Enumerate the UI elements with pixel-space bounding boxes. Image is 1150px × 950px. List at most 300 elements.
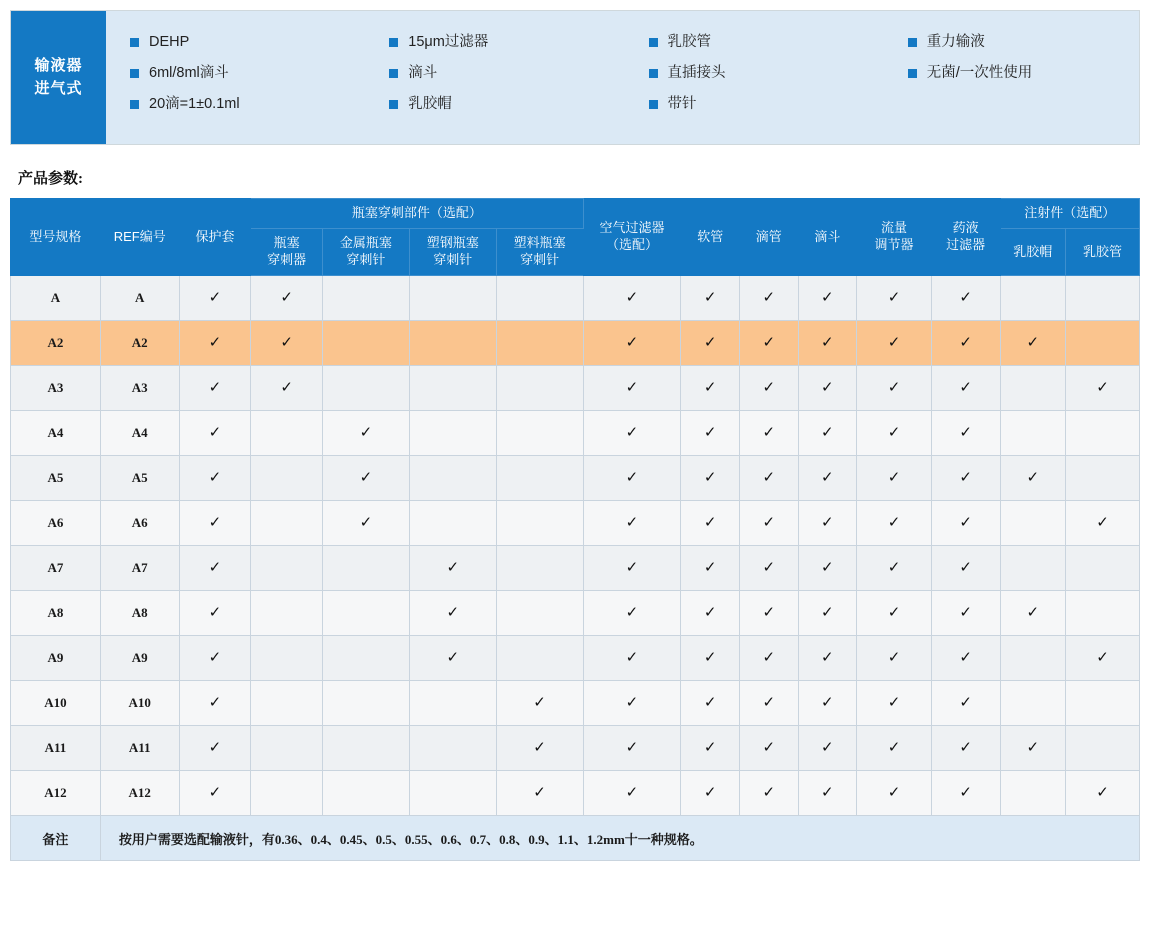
check-icon: ✓ <box>1096 784 1109 801</box>
cell-check <box>322 456 409 501</box>
check-icon: ✓ <box>1026 334 1040 351</box>
check-icon: ✓ <box>887 514 901 531</box>
cell-check <box>681 726 740 771</box>
cell-check <box>681 681 740 726</box>
cell-check <box>931 501 1000 546</box>
cell-check <box>496 591 583 636</box>
feature-label: 6ml/8ml滴斗 <box>149 65 229 82</box>
check-icon: ✓ <box>959 739 972 756</box>
check-icon: ✓ <box>446 649 460 666</box>
cell-check <box>798 636 857 681</box>
cell-model: A6 <box>11 501 101 546</box>
check-icon: ✓ <box>887 334 901 351</box>
header-bottle-piercer <box>251 229 323 276</box>
cell-check <box>1066 501 1140 546</box>
check-icon: ✓ <box>762 649 776 666</box>
cell-check <box>931 546 1000 591</box>
check-icon: ✓ <box>762 514 776 531</box>
cell-check <box>931 681 1000 726</box>
cell-check <box>409 411 496 456</box>
cell-check <box>322 726 409 771</box>
feature-label: 重力输液 <box>926 34 985 50</box>
square-bullet-icon <box>649 38 658 47</box>
check-icon: ✓ <box>887 649 901 666</box>
cell-check <box>931 456 1000 501</box>
check-icon: ✓ <box>625 694 639 711</box>
cell-check <box>583 636 681 681</box>
cell-check <box>322 501 409 546</box>
cell-check <box>1000 771 1066 816</box>
square-bullet-icon <box>649 100 658 109</box>
cell-check <box>179 681 251 726</box>
cell-check <box>1066 276 1140 321</box>
check-icon: ✓ <box>208 424 222 441</box>
check-icon: ✓ <box>762 424 776 441</box>
check-icon: ✓ <box>762 559 776 576</box>
banner-title-line-1: 输液器 <box>34 57 83 75</box>
header-air-filter <box>583 199 681 276</box>
cell-check <box>322 636 409 681</box>
check-icon: ✓ <box>625 739 639 756</box>
feature-column <box>880 33 1139 126</box>
check-icon: ✓ <box>703 514 717 531</box>
cell-model: A10 <box>11 681 101 726</box>
cell-check <box>179 411 251 456</box>
check-icon: ✓ <box>887 379 901 396</box>
cell-check <box>740 546 799 591</box>
header-ref: REF编号 <box>100 199 179 276</box>
cell-check <box>409 456 496 501</box>
cell-check <box>931 591 1000 636</box>
cell-check <box>798 321 857 366</box>
header-protector: 保护套 <box>179 199 251 276</box>
check-icon: ✓ <box>821 694 834 711</box>
cell-model: A8 <box>11 591 101 636</box>
check-icon: ✓ <box>359 469 373 486</box>
banner-title <box>11 11 106 144</box>
cell-check <box>857 501 932 546</box>
cell-check <box>496 681 583 726</box>
cell-check <box>798 501 857 546</box>
cell-check <box>1066 366 1140 411</box>
check-icon: ✓ <box>821 379 834 396</box>
cell-check <box>740 681 799 726</box>
check-icon: ✓ <box>821 649 834 666</box>
check-icon: ✓ <box>959 649 972 666</box>
cell-check <box>681 366 740 411</box>
cell-check <box>251 546 323 591</box>
check-icon: ✓ <box>703 694 717 711</box>
cell-check <box>322 366 409 411</box>
header-fluid-filter-line1: 药液 <box>952 220 979 236</box>
cell-check <box>857 546 932 591</box>
check-icon: ✓ <box>762 469 776 486</box>
cell-ref: A8 <box>100 591 179 636</box>
header-metal-needle-line1: 金属瓶塞 <box>339 235 392 251</box>
cell-check <box>496 501 583 546</box>
cell-check <box>409 591 496 636</box>
check-icon: ✓ <box>446 559 460 576</box>
cell-check <box>740 456 799 501</box>
cell-check <box>1066 411 1140 456</box>
cell-check <box>857 276 932 321</box>
cell-check <box>179 771 251 816</box>
check-icon: ✓ <box>887 784 901 801</box>
cell-check <box>857 771 932 816</box>
check-icon: ✓ <box>821 334 834 351</box>
cell-check <box>798 456 857 501</box>
cell-ref: A2 <box>100 321 179 366</box>
header-flow-regulator-line1: 流量 <box>880 220 907 236</box>
cell-check <box>1000 591 1066 636</box>
table-row <box>11 546 1140 591</box>
square-bullet-icon <box>130 69 139 78</box>
check-icon: ✓ <box>625 469 639 486</box>
square-bullet-icon <box>649 69 658 78</box>
cell-check <box>409 771 496 816</box>
feature-banner <box>10 10 1140 145</box>
cell-check <box>251 456 323 501</box>
feature-label: 乳胶管 <box>667 34 711 50</box>
cell-check <box>322 591 409 636</box>
check-icon: ✓ <box>533 784 546 801</box>
feature-item <box>130 33 361 51</box>
check-icon: ✓ <box>208 379 222 396</box>
feature-label: DEHP <box>149 34 190 50</box>
check-icon: ✓ <box>821 289 834 306</box>
cell-check <box>798 276 857 321</box>
cell-check <box>409 726 496 771</box>
cell-model: A2 <box>11 321 101 366</box>
check-icon: ✓ <box>959 559 972 576</box>
check-icon: ✓ <box>703 289 717 306</box>
cell-check <box>409 636 496 681</box>
cell-check <box>179 276 251 321</box>
cell-check <box>931 321 1000 366</box>
feature-item <box>908 33 1139 51</box>
check-icon: ✓ <box>703 739 717 756</box>
header-flow-regulator-line2: 调节器 <box>874 237 914 253</box>
header-flow-regulator <box>857 199 932 276</box>
cell-check <box>1000 321 1066 366</box>
cell-check <box>322 771 409 816</box>
cell-ref: A11 <box>100 726 179 771</box>
check-icon: ✓ <box>821 514 834 531</box>
check-icon: ✓ <box>280 289 293 306</box>
header-soft-tube: 软管 <box>681 199 740 276</box>
cell-check <box>583 366 681 411</box>
cell-ref: A6 <box>100 501 179 546</box>
check-icon: ✓ <box>821 604 834 621</box>
square-bullet-icon <box>389 69 398 78</box>
spec-table-container <box>10 198 1140 861</box>
check-icon: ✓ <box>762 334 776 351</box>
feature-item <box>389 95 620 113</box>
check-icon: ✓ <box>208 604 222 621</box>
cell-check <box>681 456 740 501</box>
check-icon: ✓ <box>762 604 776 621</box>
check-icon: ✓ <box>703 379 717 396</box>
cell-check <box>740 726 799 771</box>
cell-check <box>179 726 251 771</box>
feature-item <box>908 64 1139 82</box>
header-bottle-piercer-line2: 穿刺器 <box>267 252 307 268</box>
cell-check <box>496 276 583 321</box>
cell-check <box>857 591 932 636</box>
check-icon: ✓ <box>446 604 460 621</box>
cell-check <box>1000 366 1066 411</box>
table-row <box>11 321 1140 366</box>
cell-check <box>409 321 496 366</box>
cell-ref: A4 <box>100 411 179 456</box>
cell-check <box>857 726 932 771</box>
cell-check <box>496 546 583 591</box>
cell-check <box>798 411 857 456</box>
header-latex-tube: 乳胶管 <box>1066 229 1140 276</box>
cell-check <box>740 591 799 636</box>
check-icon: ✓ <box>762 289 776 306</box>
cell-check <box>179 456 251 501</box>
check-icon: ✓ <box>959 424 972 441</box>
check-icon: ✓ <box>208 739 222 756</box>
check-icon: ✓ <box>821 469 834 486</box>
cell-check <box>1066 726 1140 771</box>
cell-check <box>583 456 681 501</box>
cell-check <box>681 321 740 366</box>
cell-check <box>179 546 251 591</box>
cell-check <box>931 726 1000 771</box>
table-row <box>11 276 1140 321</box>
table-row <box>11 681 1140 726</box>
header-plastic-needle-line1: 塑料瓶塞 <box>513 235 566 251</box>
cell-model: A4 <box>11 411 101 456</box>
check-icon: ✓ <box>959 694 972 711</box>
check-icon: ✓ <box>208 334 222 351</box>
feature-item <box>389 64 620 82</box>
check-icon: ✓ <box>208 559 222 576</box>
cell-check <box>1000 411 1066 456</box>
cell-check <box>322 321 409 366</box>
feature-item <box>130 64 361 82</box>
square-bullet-icon <box>389 38 398 47</box>
cell-check <box>583 726 681 771</box>
check-icon: ✓ <box>959 334 972 351</box>
cell-check <box>857 681 932 726</box>
cell-ref: A <box>100 276 179 321</box>
spec-table-body <box>11 276 1140 861</box>
check-icon: ✓ <box>625 379 639 396</box>
cell-check <box>798 366 857 411</box>
cell-check <box>681 501 740 546</box>
check-icon: ✓ <box>959 784 972 801</box>
cell-ref: A7 <box>100 546 179 591</box>
feature-label: 20滴=1±0.1ml <box>149 96 240 113</box>
cell-check <box>583 591 681 636</box>
cell-check <box>322 546 409 591</box>
check-icon: ✓ <box>625 649 639 666</box>
check-icon: ✓ <box>821 739 834 756</box>
cell-check <box>1000 276 1066 321</box>
header-drip-tube: 滴管 <box>740 199 799 276</box>
check-icon: ✓ <box>208 784 222 801</box>
cell-check <box>681 276 740 321</box>
cell-check <box>740 321 799 366</box>
cell-check <box>857 411 932 456</box>
cell-check <box>1066 636 1140 681</box>
check-icon: ✓ <box>821 424 834 441</box>
cell-check <box>740 636 799 681</box>
check-icon: ✓ <box>359 424 373 441</box>
cell-check <box>251 276 323 321</box>
cell-check <box>1066 591 1140 636</box>
cell-check <box>583 276 681 321</box>
cell-model: A12 <box>11 771 101 816</box>
cell-check <box>409 681 496 726</box>
header-group-row <box>11 199 1140 229</box>
cell-ref: A3 <box>100 366 179 411</box>
header-air-filter-line1: 空气过滤器 <box>599 220 665 236</box>
cell-model: A9 <box>11 636 101 681</box>
table-row <box>11 726 1140 771</box>
cell-check <box>1066 546 1140 591</box>
feature-column <box>106 33 361 126</box>
cell-check <box>496 366 583 411</box>
cell-check <box>1066 681 1140 726</box>
cell-check <box>251 321 323 366</box>
cell-check <box>251 411 323 456</box>
table-row <box>11 366 1140 411</box>
cell-check <box>798 726 857 771</box>
check-icon: ✓ <box>359 514 373 531</box>
feature-item <box>389 33 620 51</box>
note-label: 备注 <box>11 816 101 861</box>
check-icon: ✓ <box>533 739 546 756</box>
header-plastic-needle-line2: 穿刺针 <box>520 252 560 268</box>
check-icon: ✓ <box>208 469 222 486</box>
cell-check <box>179 591 251 636</box>
cell-check <box>1000 681 1066 726</box>
feature-item <box>649 33 880 51</box>
square-bullet-icon <box>908 69 917 78</box>
cell-check <box>1000 726 1066 771</box>
cell-check <box>798 771 857 816</box>
check-icon: ✓ <box>703 604 717 621</box>
check-icon: ✓ <box>703 334 717 351</box>
check-icon: ✓ <box>625 514 639 531</box>
table-row <box>11 501 1140 546</box>
feature-label: 15μm过滤器 <box>408 34 489 50</box>
cell-check <box>857 321 932 366</box>
cell-ref: A10 <box>100 681 179 726</box>
check-icon: ✓ <box>762 784 776 801</box>
feature-label: 乳胶帽 <box>408 96 452 113</box>
header-plastic-steel-needle-line1: 塑钢瓶塞 <box>426 235 479 251</box>
table-row <box>11 456 1140 501</box>
feature-item <box>649 64 880 82</box>
header-metal-needle <box>322 229 409 276</box>
cell-check <box>496 456 583 501</box>
cell-check <box>251 591 323 636</box>
cell-check <box>409 546 496 591</box>
cell-check <box>931 276 1000 321</box>
header-plastic-steel-needle-line2: 穿刺针 <box>433 252 473 268</box>
header-drip-chamber: 滴斗 <box>798 199 857 276</box>
cell-check <box>583 411 681 456</box>
cell-check <box>1066 321 1140 366</box>
header-fluid-filter-line2: 过滤器 <box>946 237 986 253</box>
banner-title-line-2: 进气式 <box>34 79 83 97</box>
header-latex-cap: 乳胶帽 <box>1000 229 1066 276</box>
cell-check <box>583 321 681 366</box>
cell-check <box>1000 456 1066 501</box>
cell-model: A3 <box>11 366 101 411</box>
cell-check <box>496 321 583 366</box>
check-icon: ✓ <box>1026 739 1040 756</box>
cell-check <box>496 636 583 681</box>
cell-check <box>681 636 740 681</box>
cell-check <box>179 501 251 546</box>
feature-item <box>130 95 361 113</box>
check-icon: ✓ <box>959 514 972 531</box>
feature-column <box>361 33 620 126</box>
cell-check <box>251 681 323 726</box>
cell-check <box>857 456 932 501</box>
check-icon: ✓ <box>208 649 222 666</box>
check-icon: ✓ <box>208 514 222 531</box>
cell-check <box>681 411 740 456</box>
check-icon: ✓ <box>887 694 901 711</box>
cell-check <box>409 501 496 546</box>
table-row <box>11 591 1140 636</box>
feature-columns <box>106 11 1139 144</box>
check-icon: ✓ <box>1096 649 1109 666</box>
check-icon: ✓ <box>887 739 901 756</box>
cell-check <box>740 366 799 411</box>
cell-check <box>798 681 857 726</box>
header-model: 型号规格 <box>11 199 101 276</box>
check-icon: ✓ <box>762 739 776 756</box>
cell-model: A11 <box>11 726 101 771</box>
header-plastic-steel-needle <box>409 229 496 276</box>
check-icon: ✓ <box>280 379 293 396</box>
feature-label: 直插接头 <box>667 65 726 82</box>
check-icon: ✓ <box>1096 514 1109 531</box>
cell-ref: A5 <box>100 456 179 501</box>
cell-check <box>1066 771 1140 816</box>
check-icon: ✓ <box>625 289 639 306</box>
cell-model: A <box>11 276 101 321</box>
header-bottle-piercer-line1: 瓶塞 <box>273 235 300 251</box>
cell-check <box>857 636 932 681</box>
feature-label: 带针 <box>667 96 697 113</box>
check-icon: ✓ <box>1026 604 1040 621</box>
header-air-filter-line2: （选配） <box>605 237 658 253</box>
cell-check <box>179 636 251 681</box>
cell-check <box>322 681 409 726</box>
check-icon: ✓ <box>703 649 717 666</box>
check-icon: ✓ <box>625 784 639 801</box>
cell-check <box>322 411 409 456</box>
table-row <box>11 411 1140 456</box>
cell-check <box>496 771 583 816</box>
cell-check <box>1000 546 1066 591</box>
cell-check <box>931 771 1000 816</box>
cell-check <box>409 276 496 321</box>
header-fluid-filter <box>931 199 1000 276</box>
feature-label: 滴斗 <box>408 65 438 82</box>
section-title: 产品参数: <box>18 171 83 188</box>
check-icon: ✓ <box>887 604 901 621</box>
